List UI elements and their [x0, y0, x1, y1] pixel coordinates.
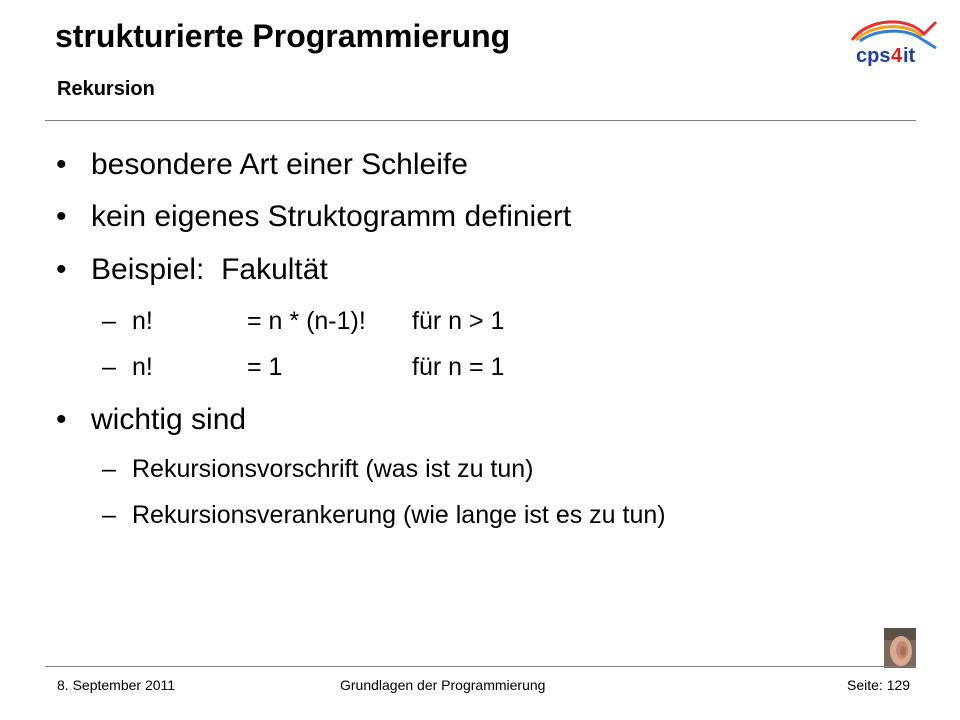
svg-text:it: it [903, 45, 916, 67]
slide-subtitle: Rekursion [57, 78, 155, 100]
dash-glyph: – [102, 501, 116, 529]
formula-lhs: n! [132, 307, 153, 335]
footer-divider [45, 666, 916, 667]
bullet-glyph: • [56, 148, 67, 181]
formula-rhs: = 1 [247, 353, 283, 381]
formula-rhs: = n * (n-1)! [247, 307, 366, 335]
sub-bullet-text: Rekursionsvorschrift (was ist zu tun) [132, 455, 534, 483]
svg-text:4: 4 [891, 45, 903, 67]
svg-text:cps: cps [856, 45, 891, 67]
bullet-text: kein eigenes Struktogramm definiert [91, 200, 572, 233]
footer-course-title: Grundlagen der Programmierung [340, 677, 546, 693]
formula-condition: für n = 1 [412, 353, 505, 381]
footer-date: 8. September 2011 [57, 677, 176, 693]
slide-title: strukturierte Programmierung [55, 18, 511, 54]
formula-condition: für n > 1 [412, 307, 505, 335]
ear-photo-icon [884, 628, 916, 668]
sub-bullet-text: Rekursionsverankerung (wie lange ist es zu tun) [132, 501, 666, 529]
formula-lhs: n! [132, 353, 153, 381]
footer-page-number: Seite: 129 [847, 677, 911, 693]
bullet-glyph: • [56, 200, 67, 233]
bullet-glyph: • [56, 403, 67, 436]
dash-glyph: – [102, 353, 116, 381]
bullet-text: wichtig sind [91, 403, 247, 436]
bullet-text: besondere Art einer Schleife [91, 148, 468, 181]
dash-glyph: – [102, 307, 116, 335]
bullet-glyph: • [56, 253, 67, 286]
bullet-text: Beispiel: Fakultät [91, 253, 328, 286]
presenter-photo [884, 628, 916, 668]
dash-glyph: – [102, 455, 116, 483]
